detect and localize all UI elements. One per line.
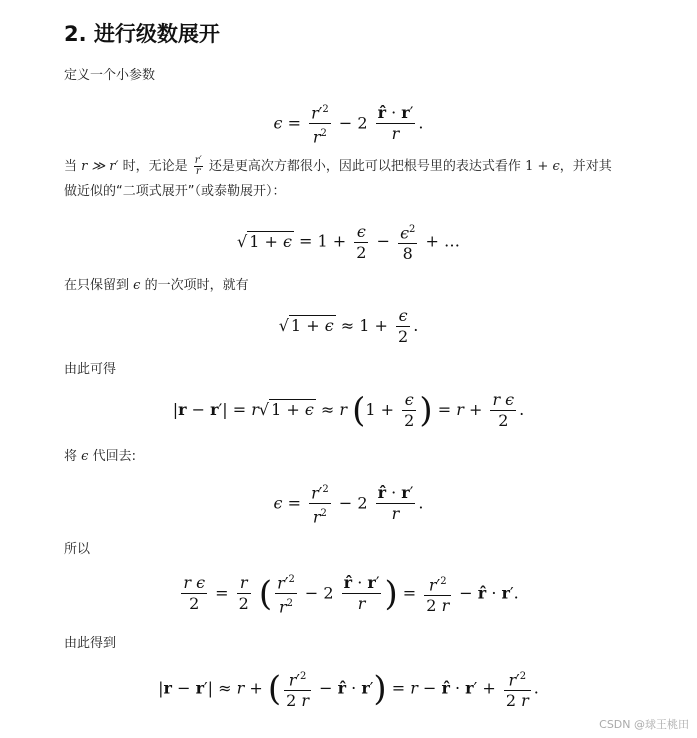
text-higher-powers: 还是更高次方都很小，因此可以把根号里的表达式看作: [208, 159, 521, 174]
text-and: ，并对其: [559, 159, 612, 174]
text-first-order: 的一次项时，就有: [144, 278, 249, 293]
paragraph-therefore: 所以: [64, 542, 91, 557]
equation-final-result: |r − r′| ≈ r + ( $\frac{r'^2}{2 r}$ − r̂ · r′) = r − r̂ · r′ + $\frac{r'^2}{2 r}$ .: [0, 667, 697, 711]
paragraph-result: 由此得到: [64, 636, 117, 651]
math-one-plus-eps: 1 + ϵ: [525, 159, 560, 174]
math-eps: ϵ: [133, 278, 141, 293]
equation-binomial-expansion: √ 1 + ϵ = 1 + $\frac{\epsilon}{2}$ − $\frac{\epsilon^2}{8}$ + …: [237, 221, 460, 264]
text-keep-to: 在只保留到: [64, 278, 130, 293]
equation-distance-approx: |r − r′| = r√ 1 + ϵ ≈ r (1 + $\frac{\epsilon}{2}$ ) = r + $\frac{\text{r ϵ}}{2}$ .: [172, 390, 525, 431]
watermark: CSDN @球王桃田: [599, 718, 689, 731]
text-whether: 时，无论是: [122, 159, 188, 174]
text-when: 当: [64, 159, 78, 174]
equation-r-eps-half: $\frac{\text{r ϵ}}{2}$ = $\frac{r}{2}$ ( $\frac{r'^2}{r^2}$ − 2 $\frac{r̂ \cdot r'}{r}$ ) = $\frac{r'^2}{2 r}$ − r̂ · r′.: [0, 570, 697, 618]
paragraph-hence: 由此可得: [64, 362, 117, 377]
math-eps-2: ϵ: [81, 449, 89, 464]
paragraph-substitute: [64, 445, 136, 469]
equation-epsilon-definition: ϵ = $\frac{r'^2}{r^2}$ − 2 $\frac{r̂ \cdot r'}{r}$ .: [0, 100, 697, 148]
paragraph-define: 定义一个小参数: [64, 68, 156, 83]
math-r-gg-rprime: r ≫ r′: [81, 159, 119, 174]
equation-sqrt-approx: √ 1 + ϵ ≈ 1 + $\frac{\epsilon}{2}$ .: [278, 306, 419, 346]
paragraph-first-order: [64, 274, 249, 298]
equation-epsilon-repeat: ϵ = $\frac{r'^2}{r^2}$ − 2 $\frac{r̂ \cdot r'}{r}$ .: [0, 480, 697, 528]
paragraph-condition: [64, 155, 612, 179]
text-substitute: 将: [64, 449, 78, 464]
section-heading: 2. 进行级数展开: [64, 22, 220, 46]
paragraph-binomial: 做近似的“二项式展开”（或泰勒展开）：: [64, 184, 286, 199]
math-ratio: $\frac{r'}{r}$: [194, 155, 202, 177]
text-back: 代回去:: [92, 449, 136, 464]
